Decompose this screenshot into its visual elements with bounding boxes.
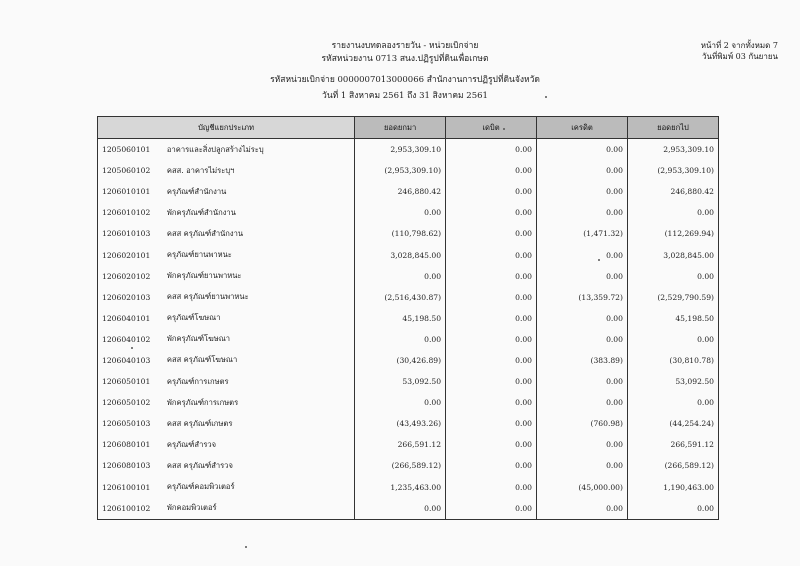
carried-forward-amount: 0.00	[627, 392, 718, 413]
table-row	[98, 287, 719, 308]
scan-speck	[131, 347, 133, 349]
credit-amount: (13,359.72)	[537, 287, 628, 308]
account-code: 1206050103	[98, 413, 163, 434]
credit-amount: (760.98)	[537, 413, 628, 434]
debit-amount: 0.00	[446, 223, 537, 244]
credit-amount: 0.00	[537, 181, 628, 202]
account-name: พักครุภัณฑ์โฆษณา	[163, 329, 355, 350]
account-name: ครุภัณฑ์สำรวจ	[163, 434, 355, 455]
account-code: 1206100101	[98, 477, 163, 498]
account-code: 1206050102	[98, 392, 163, 413]
debit-amount: 0.00	[446, 287, 537, 308]
brought-forward-amount: (30,426.89)	[355, 350, 446, 371]
account-name: ครุภัณฑ์การเกษตร	[163, 371, 355, 392]
credit-amount: 0.00	[537, 266, 628, 287]
credit-amount: (1,471.32)	[537, 223, 628, 244]
carried-forward-amount: 0.00	[627, 498, 718, 520]
header-account: บัญชีแยกประเภท	[98, 117, 355, 139]
header-carried-forward: ยอดยกไป	[627, 117, 718, 139]
debit-amount: 0.00	[446, 244, 537, 265]
debit-amount: 0.00	[446, 160, 537, 181]
debit-amount: 0.00	[446, 139, 537, 161]
account-code: 1206020103	[98, 287, 163, 308]
brought-forward-amount: 2,953,309.10	[355, 139, 446, 161]
debit-amount: 0.00	[446, 498, 537, 520]
account-name: ครุภัณฑ์ยานพาหนะ	[163, 244, 355, 265]
debit-amount: 0.00	[446, 477, 537, 498]
account-code: 1206040103	[98, 350, 163, 371]
account-code: 1206010103	[98, 223, 163, 244]
account-code: 1206010102	[98, 202, 163, 223]
account-name: พักคอมพิวเตอร์	[163, 498, 355, 520]
account-name: คสส ครุภัณฑ์เกษตร	[163, 413, 355, 434]
scan-speck	[503, 128, 505, 130]
debit-amount: 0.00	[446, 413, 537, 434]
credit-amount: 0.00	[537, 139, 628, 161]
table-row	[98, 160, 719, 181]
debit-amount: 0.00	[446, 181, 537, 202]
brought-forward-amount: 0.00	[355, 266, 446, 287]
debit-amount: 0.00	[446, 455, 537, 476]
header-brought-forward: ยอดยกมา	[355, 117, 446, 139]
account-code: 1206020102	[98, 266, 163, 287]
table-row	[98, 413, 719, 434]
credit-amount: 0.00	[537, 455, 628, 476]
table-row	[98, 350, 719, 371]
debit-amount: 0.00	[446, 266, 537, 287]
credit-amount: 0.00	[537, 371, 628, 392]
brought-forward-amount: 0.00	[355, 498, 446, 520]
brought-forward-amount: 246,880.42	[355, 181, 446, 202]
trial-balance-table	[97, 116, 719, 520]
brought-forward-amount: (2,953,309.10)	[355, 160, 446, 181]
carried-forward-amount: (112,269.94)	[627, 223, 718, 244]
table-row	[98, 434, 719, 455]
brought-forward-amount: 0.00	[355, 202, 446, 223]
brought-forward-amount: 266,591.12	[355, 434, 446, 455]
header-debit: เดบิต	[446, 117, 537, 139]
credit-amount: 0.00	[537, 434, 628, 455]
carried-forward-amount: 246,880.42	[627, 181, 718, 202]
report-title: รายงานงบทดลองรายวัน - หน่วยเบิกจ่าย	[331, 41, 479, 51]
debit-amount: 0.00	[446, 202, 537, 223]
table-row	[98, 455, 719, 476]
brought-forward-amount: 3,028,845.00	[355, 244, 446, 265]
brought-forward-amount: (2,516,430.87)	[355, 287, 446, 308]
debit-amount: 0.00	[446, 308, 537, 329]
account-name: พักครุภัณฑ์ยานพาหนะ	[163, 266, 355, 287]
carried-forward-amount: 45,198.50	[627, 308, 718, 329]
print-date: วันที่พิมพ์ 03 กันยายน	[702, 52, 778, 61]
carried-forward-amount: (44,254.24)	[627, 413, 718, 434]
brought-forward-amount: 0.00	[355, 392, 446, 413]
account-name: คสส ครุภัณฑ์สำรวจ	[163, 455, 355, 476]
account-name: อาคารและสิ่งปลูกสร้างไม่ระบุ	[163, 139, 355, 161]
debit-amount: 0.00	[446, 350, 537, 371]
table-row	[98, 202, 719, 223]
credit-amount: (383.89)	[537, 350, 628, 371]
credit-amount: 0.00	[537, 202, 628, 223]
credit-amount: 0.00	[537, 392, 628, 413]
carried-forward-amount: 3,028,845.00	[627, 244, 718, 265]
carried-forward-amount: 266,591.12	[627, 434, 718, 455]
account-name: พักครุภัณฑ์การเกษตร	[163, 392, 355, 413]
page-info	[701, 40, 778, 62]
brought-forward-amount: 53,092.50	[355, 371, 446, 392]
carried-forward-amount: 0.00	[627, 202, 718, 223]
carried-forward-amount: 1,190,463.00	[627, 477, 718, 498]
carried-forward-amount: 53,092.50	[627, 371, 718, 392]
carried-forward-amount: (30,810.78)	[627, 350, 718, 371]
carried-forward-amount: 2,953,309.10	[627, 139, 718, 161]
table-row	[98, 329, 719, 350]
page-number: หน้าที่ 2 จากทั้งหมด 7	[700, 41, 778, 50]
table-row	[98, 308, 719, 329]
credit-amount: 0.00	[537, 160, 628, 181]
carried-forward-amount: (2,953,309.10)	[627, 160, 718, 181]
carried-forward-amount: (266,589.12)	[627, 455, 718, 476]
brought-forward-amount: 0.00	[355, 329, 446, 350]
debit-amount: 0.00	[446, 434, 537, 455]
debit-amount: 0.00	[446, 392, 537, 413]
credit-amount: 0.00	[537, 308, 628, 329]
account-code: 1206010101	[98, 181, 163, 202]
table-row	[98, 392, 719, 413]
account-code: 1205060102	[98, 160, 163, 181]
credit-amount: (45,000.00)	[537, 477, 628, 498]
carried-forward-amount: (2,529,790.59)	[627, 287, 718, 308]
account-name: พักครุภัณฑ์สำนักงาน	[163, 202, 355, 223]
table-row	[98, 244, 719, 265]
date-range-line: วันที่ 1 สิงหาคม 2561 ถึง 31 สิงหาคม 2561	[322, 91, 488, 101]
table-header-row	[98, 117, 719, 139]
brought-forward-amount: 1,235,463.00	[355, 477, 446, 498]
account-name: คสส ครุภัณฑ์ยานพาหนะ	[163, 287, 355, 308]
account-code: 1206040101	[98, 308, 163, 329]
account-name: ครุภัณฑ์คอมพิวเตอร์	[163, 477, 355, 498]
agency-code-line: รหัสหน่วยงาน 0713 สนง.ปฏิรูปที่ดินเพื่อเกษต	[321, 54, 489, 64]
table-row	[98, 266, 719, 287]
account-code: 1206080101	[98, 434, 163, 455]
brought-forward-amount: 45,198.50	[355, 308, 446, 329]
table-row	[98, 223, 719, 244]
table-row	[98, 477, 719, 498]
debit-amount: 0.00	[446, 329, 537, 350]
brought-forward-amount: (110,798.62)	[355, 223, 446, 244]
account-name: คสส. อาคารไม่ระบุฯ	[163, 160, 355, 181]
brought-forward-amount: (43,493.26)	[355, 413, 446, 434]
account-code: 1206080103	[98, 455, 163, 476]
account-code: 1206020101	[98, 244, 163, 265]
disbursement-unit-line: รหัสหน่วยเบิกจ่าย 0000007013000066 สำนักงานการปฏิรูปที่ดินจังหวัด	[270, 75, 540, 85]
account-name: ครุภัณฑ์โฆษณา	[163, 308, 355, 329]
table-row	[98, 139, 719, 161]
carried-forward-amount: 0.00	[627, 266, 718, 287]
credit-amount: 0.00	[537, 244, 628, 265]
table-row	[98, 181, 719, 202]
account-code: 1205060101	[98, 139, 163, 161]
account-name: คสส ครุภัณฑ์สำนักงาน	[163, 223, 355, 244]
debit-amount: 0.00	[446, 371, 537, 392]
table-row	[98, 498, 719, 520]
credit-amount: 0.00	[537, 498, 628, 520]
scan-speck	[545, 96, 547, 98]
scan-speck	[598, 259, 600, 261]
scan-speck	[245, 546, 247, 548]
account-name: คสส ครุภัณฑ์โฆษณา	[163, 350, 355, 371]
account-code: 1206040102	[98, 329, 163, 350]
credit-amount: 0.00	[537, 329, 628, 350]
carried-forward-amount: 0.00	[627, 329, 718, 350]
table-row	[98, 371, 719, 392]
account-code: 1206050101	[98, 371, 163, 392]
account-name: ครุภัณฑ์สำนักงาน	[163, 181, 355, 202]
header-credit: เครดิต	[537, 117, 628, 139]
brought-forward-amount: (266,589.12)	[355, 455, 446, 476]
account-code: 1206100102	[98, 498, 163, 520]
